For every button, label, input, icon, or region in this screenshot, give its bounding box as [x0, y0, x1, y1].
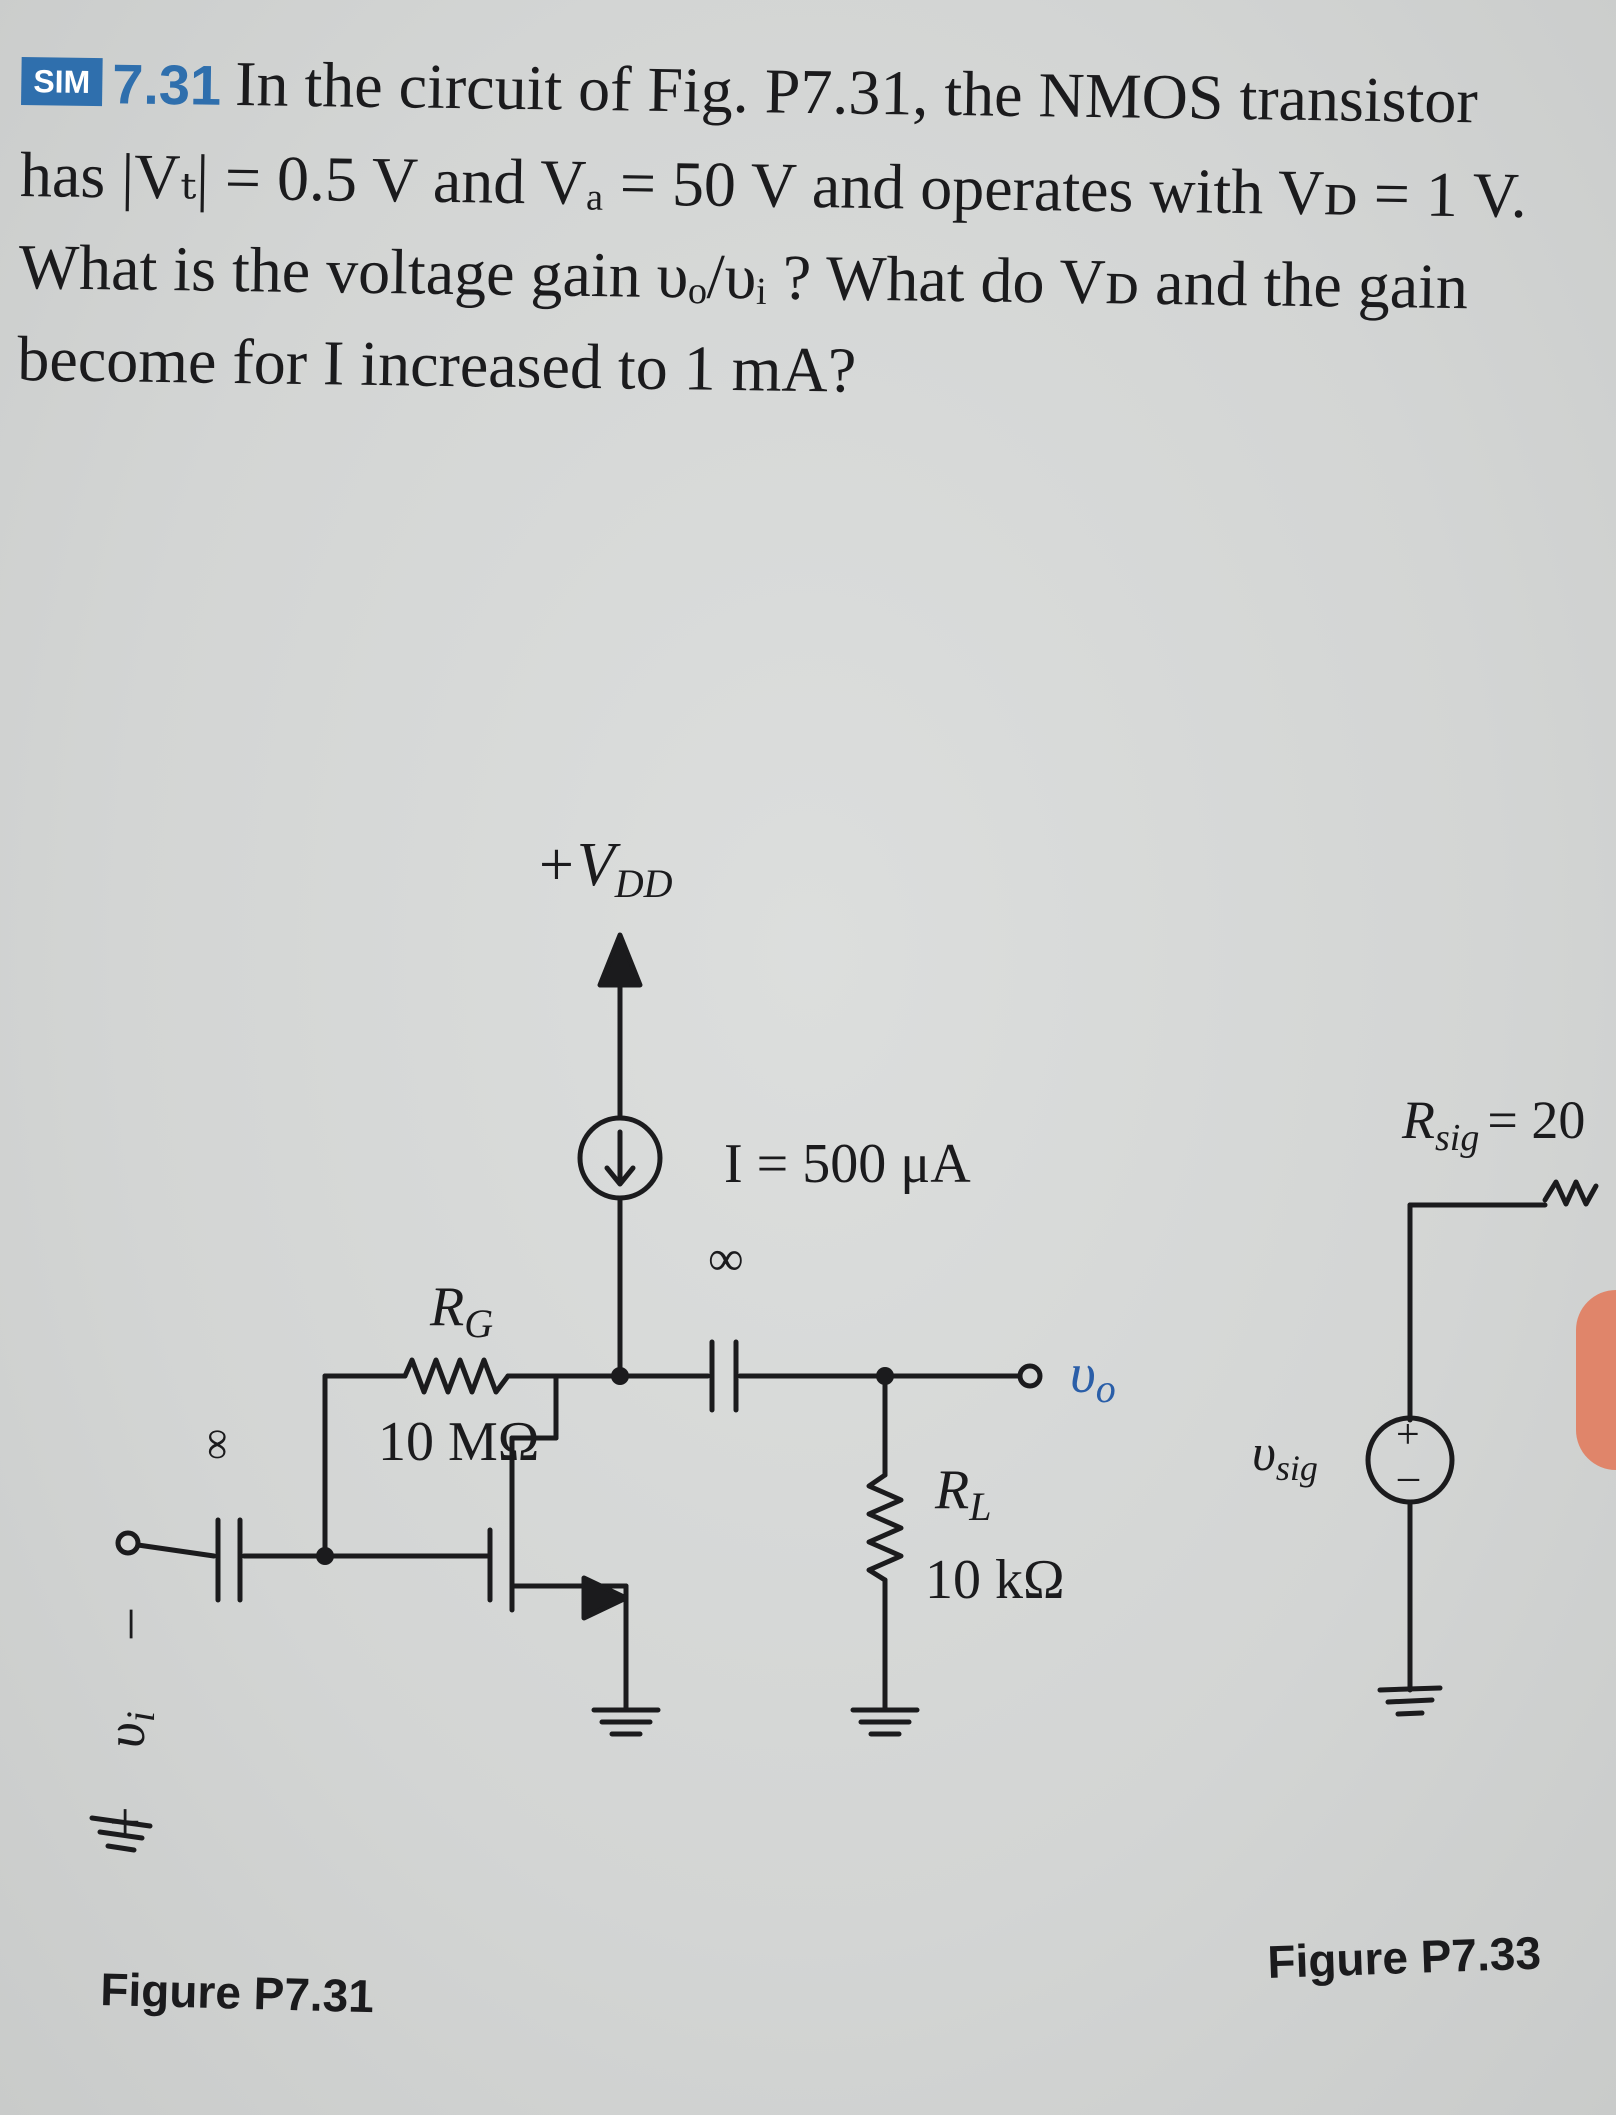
ground-icon-rl: [853, 1710, 917, 1734]
vsig-plus-label: +: [1396, 1412, 1420, 1458]
vi-label-group: [95, 1609, 163, 1838]
vi-label: υi: [95, 1711, 163, 1748]
rg-resistor-icon: [405, 1360, 508, 1392]
ground-icon-source: [594, 1710, 658, 1734]
rsig-resistor-icon: [1545, 1182, 1596, 1204]
vo-terminal-icon: [1020, 1366, 1040, 1386]
problem-text-line-2: has |Vₜ| = 0.5 V and Vₐ = 50 V and operates with Vᴅ = 1 V.: [19, 138, 1528, 232]
vdd-arrow-icon: [600, 935, 640, 985]
infinity-left-label: ∞: [191, 1428, 240, 1460]
sim-badge: SIM: [21, 57, 103, 106]
vi-terminal-icon: [118, 1533, 138, 1553]
rl-label: $R_L$: [935, 1459, 992, 1529]
rsig-label: $R_{sig} = 20$: [1402, 1090, 1586, 1159]
rl-resistor-icon: [869, 1475, 901, 1580]
infinity-top-label: ∞: [708, 1230, 744, 1286]
figure-p7-31-caption: Figure P7.31: [99, 1963, 375, 2023]
vi-plus-label: +: [95, 1806, 157, 1838]
drain-node-dot: [611, 1367, 629, 1385]
problem-text-line-3: What is the voltage gain υₒ/υᵢ ? What do Vᴅ and the gain: [18, 230, 1469, 323]
gate-node-dot: [316, 1547, 334, 1565]
vi-minus-label: –: [95, 1610, 157, 1638]
output-node-dot: [876, 1367, 894, 1385]
problem-text-line-4: become for I increased to 1 mA?: [16, 322, 857, 406]
problem-number: 7.31: [111, 52, 222, 117]
vsig-minus-label: –: [1398, 1454, 1419, 1500]
rg-label: $R_G$: [430, 1276, 494, 1346]
vo-label: υo: [1070, 1343, 1116, 1411]
problem-text-line-1: In the circuit of Fig. P7.31, the NMOS transistor: [234, 47, 1479, 137]
current-label: I = 500 μA: [724, 1133, 971, 1195]
rg-value: 10 MΩ: [378, 1411, 540, 1473]
figure-p7-33-caption: Figure P7.33: [1266, 1926, 1542, 1988]
rl-value: 10 kΩ: [925, 1549, 1065, 1611]
finger-edge: [1576, 1290, 1616, 1470]
vdd-label: +VDD: [535, 831, 673, 906]
vsig-label: υsig: [1252, 1425, 1318, 1488]
